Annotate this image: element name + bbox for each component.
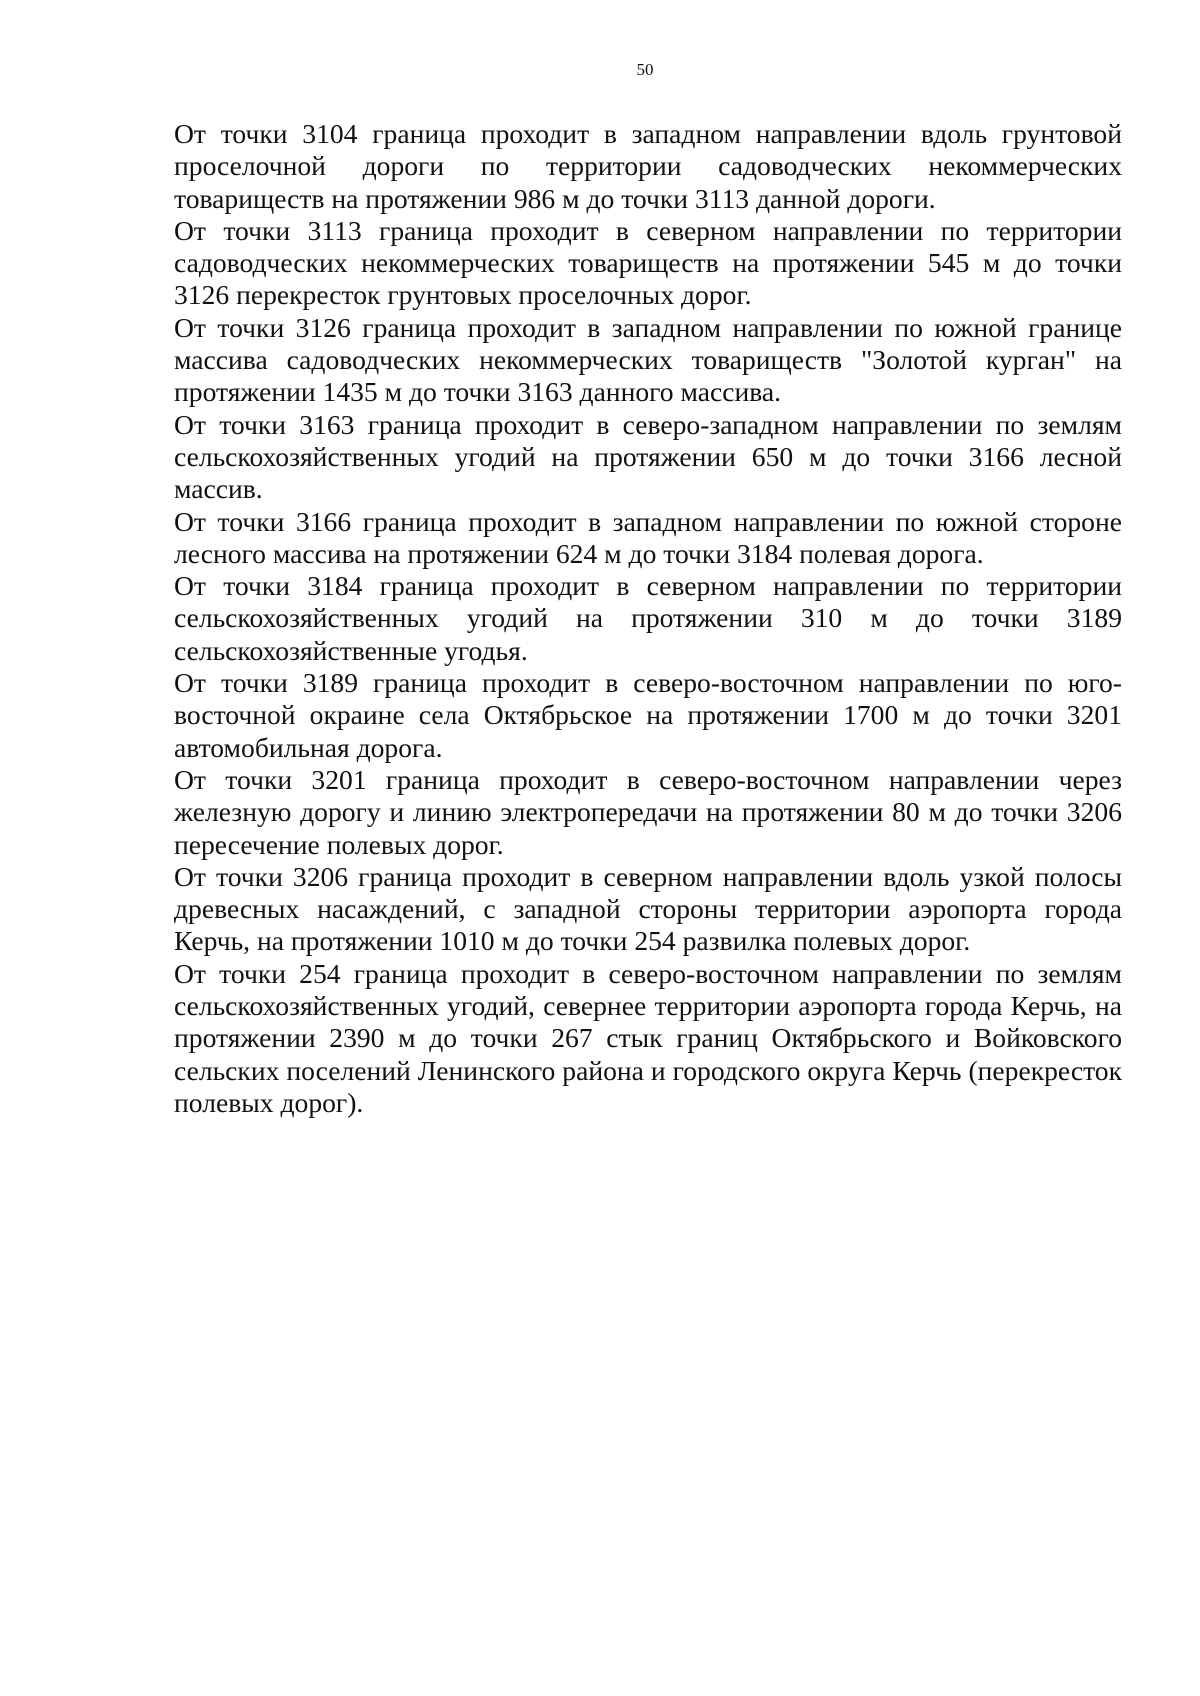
paragraph-3189: От точки 3189 граница проходит в северо-восточном направлении по юго-восточной окраине села Октябрьское на протяжении 1700 м до точки 3201 автомобильная дорога. — [174, 667, 1122, 763]
paragraph-3104: От точки 3104 граница проходит в западном направлении вдоль грунтовой проселочной дороги по территории садоводческих некоммерческих товариществ на протяжении 986 м до точки 3113 данной дороги. — [174, 118, 1122, 214]
paragraph-3113: От точки 3113 граница проходит в северном направлении по территории садоводческих некоммерческих товариществ на протяжении 545 м до точки 3126 перекресток грунтовых проселочных дорог. — [174, 214, 1122, 311]
paragraph-3201: От точки 3201 граница проходит в северо-восточном направлении через железную дорогу и линию электропередачи на протяжении 80 м до точки 3206 пересечение полевых дорог. — [174, 763, 1122, 860]
paragraph-3184: От точки 3184 граница проходит в северном направлении по территории сельскохозяйственных угодий на протяжении 310 м до точки 3189 сельскохозяйственные угодья. — [174, 570, 1122, 666]
paragraph-3206: От точки 3206 граница проходит в северном направлении вдоль узкой полосы древесных насаждений, с западной стороны территории аэропорта города Керчь, на протяжении 1010 м до точки 254 развилка полевых дорог. — [174, 860, 1122, 957]
paragraph-3126: От точки 3126 граница проходит в западном направлении по южной границе массива садоводческих некоммерческих товариществ "Золотой курган" на протяжении 1435 м до точки 3163 данного массива. — [174, 311, 1122, 408]
page-number: 50 — [636, 60, 654, 79]
paragraph-3163: От точки 3163 граница проходит в северо-западном направлении по землям сельскохозяйственных угодий на протяжении 650 м до точки 3166 лесной массив. — [174, 408, 1122, 505]
paragraph-254: От точки 254 граница проходит в северо-восточном направлении по землям сельскохозяйственных угодий, севернее территории аэропорта города Керчь, на протяжении 2390 м до точки 267 стык границ Октябрьского и Войковского сельских поселений Ленинского района и городского округа Керчь (перекресток полевых дорог). — [174, 957, 1122, 1118]
document-body — [174, 118, 1122, 1119]
paragraph-3166: От точки 3166 граница проходит в западном направлении по южной стороне лесного массива на протяжении 624 м до точки 3184 полевая дорога. — [174, 505, 1122, 569]
